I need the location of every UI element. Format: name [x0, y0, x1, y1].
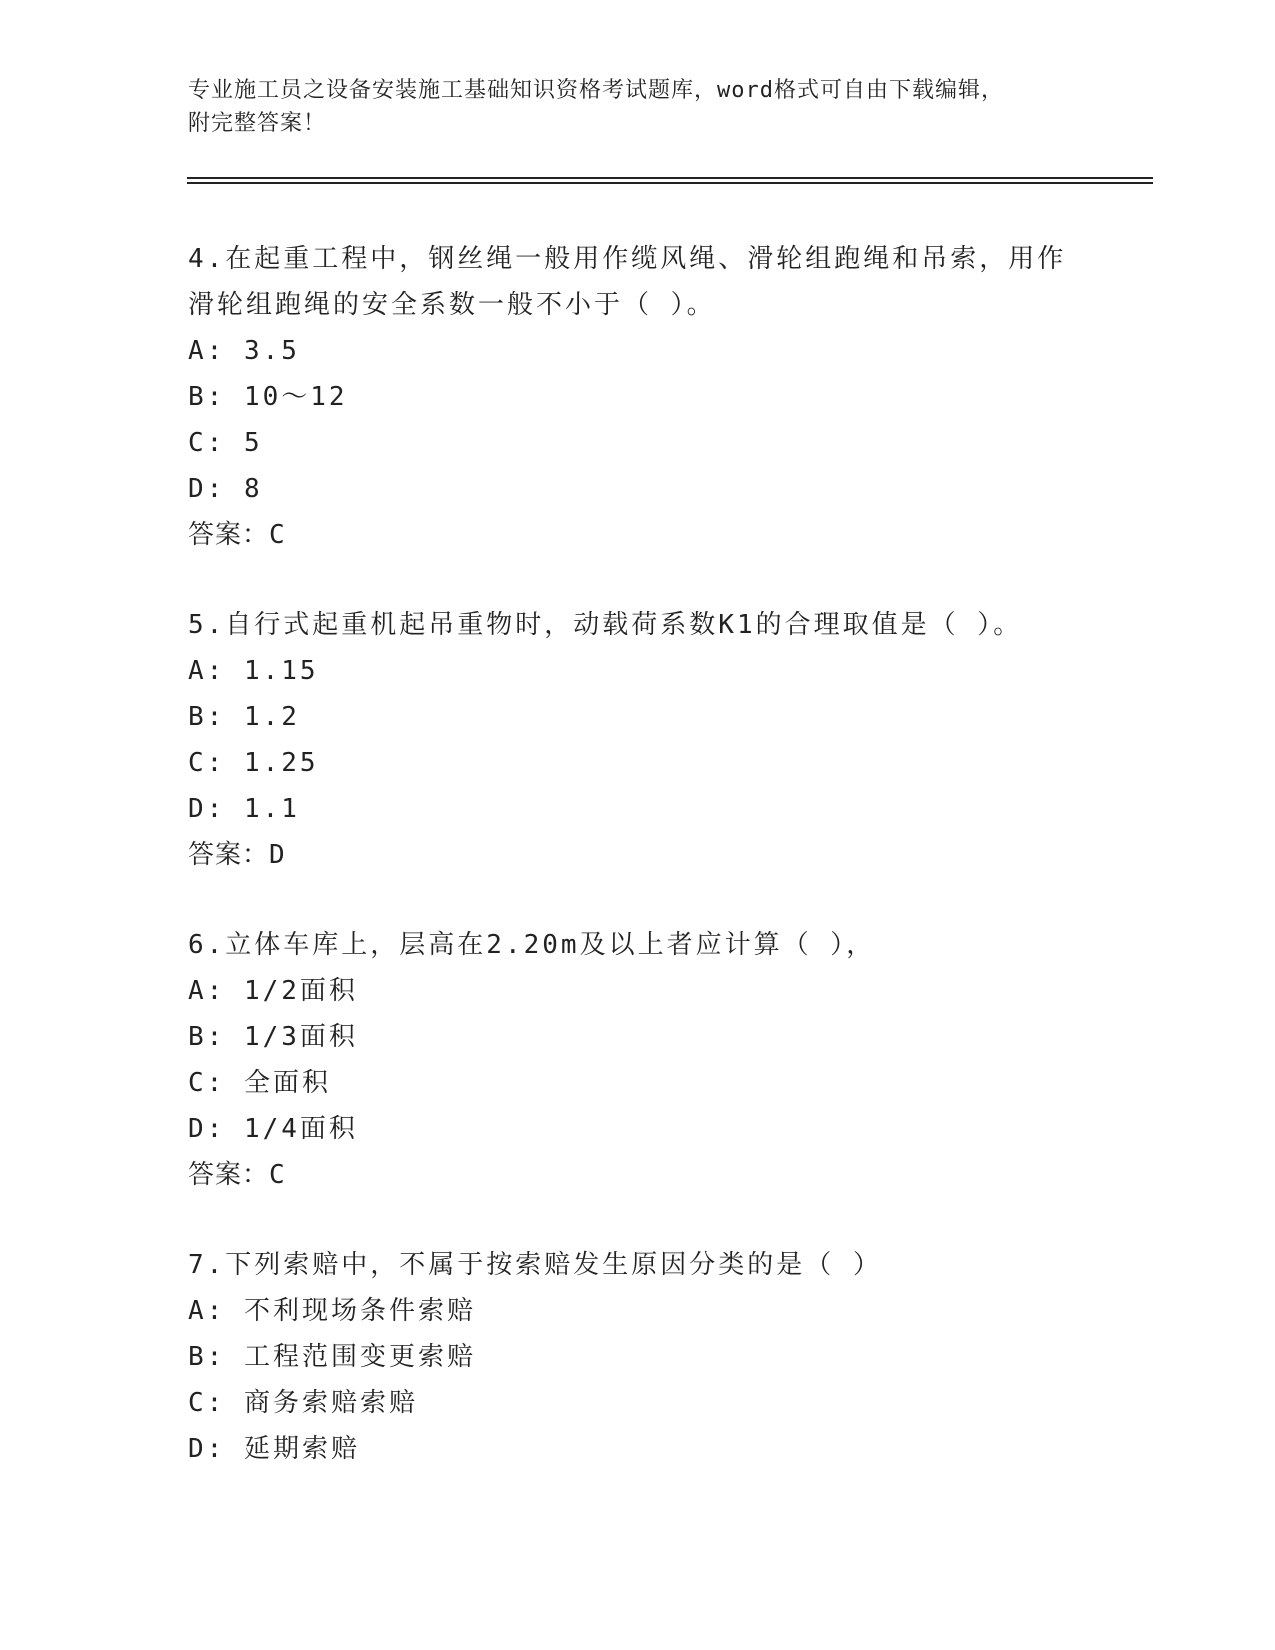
option-b: B: 10～12: [188, 382, 348, 412]
option-b: B: 工程范围变更索赔: [188, 1342, 476, 1372]
answer: 答案：D: [188, 840, 286, 870]
header-divider-bottom: [187, 182, 1153, 184]
option-a: A: 1/2面积: [188, 976, 358, 1006]
question-stem-continued: 滑轮组跑绳的安全系数一般不小于（ ）。: [188, 290, 716, 320]
option-c: C: 全面积: [188, 1068, 331, 1098]
option-b: B: 1/3面积: [188, 1022, 358, 1052]
question-4: [188, 236, 1088, 558]
option-a: A: 3.5: [188, 336, 300, 366]
question-list: [188, 236, 1088, 1516]
header-divider-top: [187, 177, 1153, 179]
question-stem: 5.自行式起重机起吊重物时，动载荷系数K1的合理取值是（ ）。: [188, 610, 1023, 640]
answer: 答案：C: [188, 520, 286, 550]
option-c: C: 商务索赔索赔: [188, 1388, 418, 1418]
question-5: [188, 602, 1088, 878]
header-line-1: 专业施工员之设备安装施工基础知识资格考试题库，word格式可自由下载编辑，: [188, 78, 1004, 103]
option-d: D: 1.1: [188, 794, 300, 824]
question-stem: 6.立体车库上，层高在2.20m及以上者应计算（ ），: [188, 930, 876, 960]
option-d: D: 1/4面积: [188, 1114, 358, 1144]
option-d: D: 8: [188, 474, 263, 504]
question-stem: 4.在起重工程中，钢丝绳一般用作缆风绳、滑轮组跑绳和吊索，用作: [188, 244, 1067, 274]
option-a: A: 不利现场条件索赔: [188, 1296, 476, 1326]
question-6: [188, 922, 1088, 1198]
header-line-2: 附完整答案！: [188, 111, 327, 136]
document-header: [188, 74, 1088, 140]
option-d: D: 延期索赔: [188, 1434, 360, 1464]
question-stem: 7.下列索赔中，不属于按索赔发生原因分类的是（ ）: [188, 1250, 882, 1280]
answer: 答案：C: [188, 1160, 286, 1190]
option-c: C: 5: [188, 428, 263, 458]
question-7: [188, 1242, 1088, 1472]
option-c: C: 1.25: [188, 748, 319, 778]
option-b: B: 1.2: [188, 702, 300, 732]
option-a: A: 1.15: [188, 656, 319, 686]
